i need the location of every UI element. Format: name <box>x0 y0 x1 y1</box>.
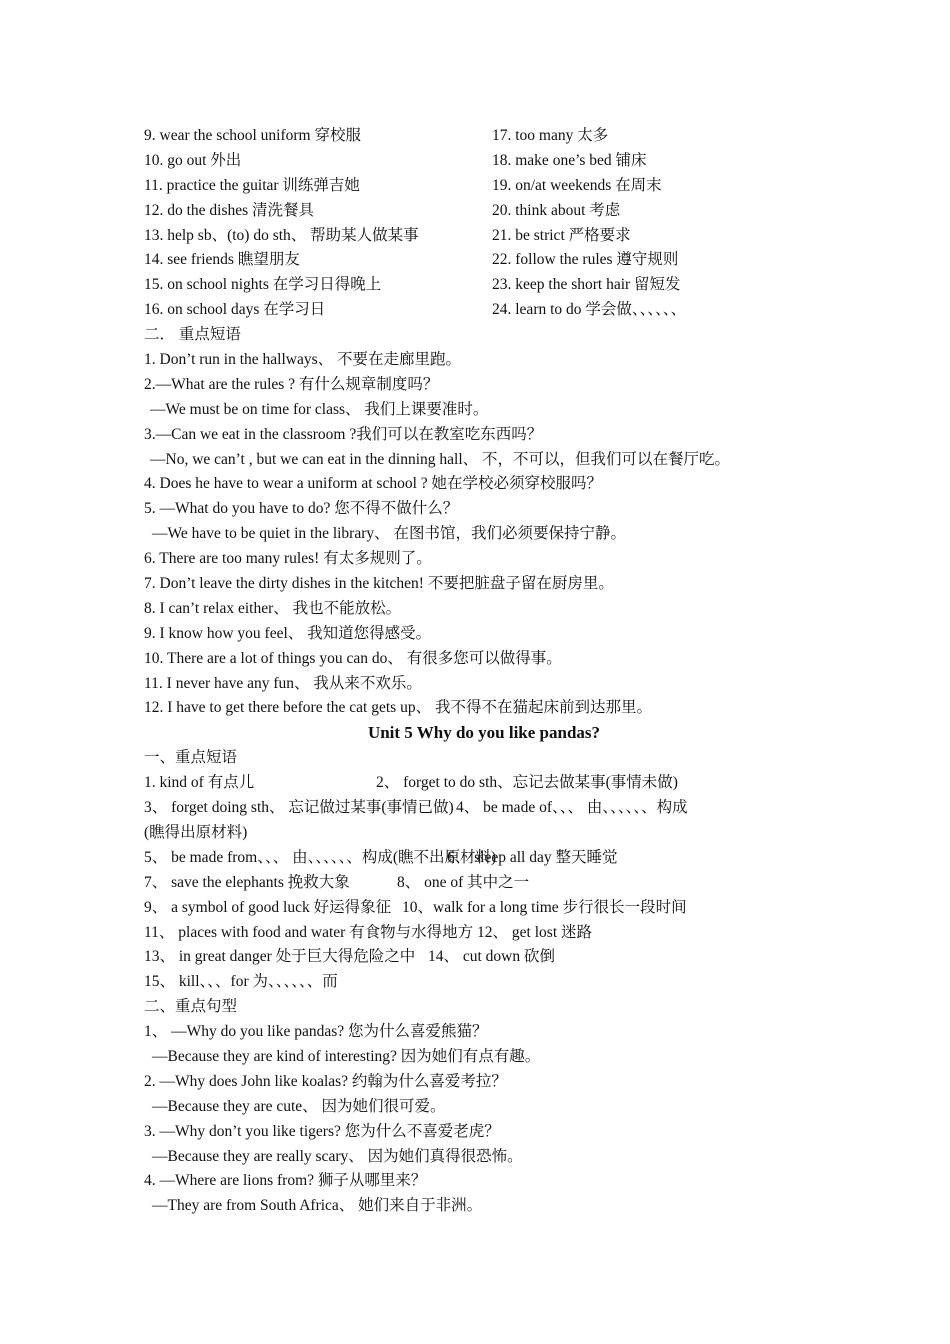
sentence-item: 10. There are a lot of things you can do、 有很多您可以做得事。 <box>144 649 562 667</box>
sentence-item: —No, we can’t , but we can eat in the dinning hall、 不，不可以，但我们可以在餐厅吃。 <box>150 450 731 468</box>
phrase-row <box>144 846 824 871</box>
phrase-column-right <box>492 124 822 323</box>
pattern-item: —Because they are kind of interesting? 因为她们有点有趣。 <box>152 1047 541 1065</box>
phrase-item: 22. follow the rules 遵守规则 <box>492 251 679 269</box>
phrase-item: 7、 save the elephants 挽救大象 <box>144 873 350 891</box>
pattern-item: —Because they are cute、 因为她们很可爱。 <box>152 1097 446 1115</box>
phrase-row <box>144 796 824 821</box>
phrase-item: 20. think about 考虑 <box>492 201 621 219</box>
sentence-item: 12. I have to get there before the cat gets up、 我不得不在猫起床前到达那里。 <box>144 699 652 717</box>
sentence-item: —We must be on time for class、 我们上课要准时。 <box>150 400 489 418</box>
phrase-item: 24. learn to do 学会做、、、、、、 <box>492 301 687 319</box>
phrase-item: 5、 be made from、、、 由、、、、、、构成(瞧不出原材料) <box>144 848 497 866</box>
sentence-item: 3.—Can we eat in the classroom ?我们可以在教室吃东西吗？ <box>144 425 543 443</box>
sentence-item: 11. I never have any fun、 我从来不欢乐。 <box>144 674 422 692</box>
pattern-item: 4. —Where are lions from? 狮子从哪里来？ <box>144 1172 427 1190</box>
phrase-item: 9、 a symbol of good luck 好运得象征 <box>144 898 392 916</box>
phrase-column-left <box>144 124 492 323</box>
phrase-row <box>144 945 824 970</box>
phrase-item: 17. too many 太多 <box>492 127 609 144</box>
section-heading: 一、重点短语 <box>144 749 238 767</box>
section-heading: 二、重点句型 <box>144 998 238 1016</box>
phrase-item: 2、 forget to do sth、忘记去做某事(事情未做) <box>376 774 678 792</box>
document-page <box>144 124 824 1219</box>
phrase-item: 13. help sb、(to) do sth、 帮助某人做某事 <box>144 226 419 244</box>
phrase-row <box>144 771 824 796</box>
phrase-item: 16. on school days 在学习日 <box>144 301 326 319</box>
phrase-item: 19. on/at weekends 在周末 <box>492 176 662 194</box>
phrase-item: 15. on school nights 在学习日得晚上 <box>144 276 382 294</box>
sentence-item: 6. There are too many rules! 有太多规则了。 <box>144 550 432 568</box>
phrase-item: 11. practice the guitar 训练弹吉她 <box>144 176 360 194</box>
sentence-item: 1. Don’t run in the hallways、 不要在走廊里跑。 <box>144 351 462 369</box>
sentence-item: 8. I can’t relax either、 我也不能放松。 <box>144 599 402 617</box>
phrase-item: 10、walk for a long time 步行很长一段时间 <box>402 898 687 916</box>
unit-title: Unit 5 Why do you like pandas? <box>367 723 601 743</box>
phrase-item: 9. wear the school uniform 穿校服 <box>144 127 361 144</box>
phrase-item: 18. make one’s bed 铺床 <box>492 151 647 169</box>
phrase-item: 4、 be made of、、、 由、、、、、、构成 <box>456 799 688 817</box>
pattern-item: 3. —Why don’t you like tigers? 您为什么不喜爱老虎？ <box>144 1122 500 1140</box>
pattern-item: —They are from South Africa、 她们来自于非洲。 <box>152 1197 483 1215</box>
phrase-continuation: (瞧得出原材料) <box>144 823 248 841</box>
phrase-item: 11、 places with food and water 有食物与水得地方 <box>144 923 474 941</box>
phrase-item: 10. go out 外出 <box>144 151 242 169</box>
phrase-item: 1. kind of 有点儿 <box>144 774 255 792</box>
section-heading: 二． 重点短语 <box>144 326 241 344</box>
phrase-row <box>144 921 824 946</box>
sentence-item: 5. —What do you have to do? 您不得不做什么？ <box>144 500 459 518</box>
phrase-item: 14. see friends 瞧望朋友 <box>144 251 300 269</box>
phrase-item: 12、 get lost 迷路 <box>477 923 593 941</box>
phrase-item: 12. do the dishes 清洗餐具 <box>144 201 315 219</box>
phrase-item: 6、 sleep all day 整天睡觉 <box>447 848 618 866</box>
pattern-item: 1、 —Why do you like pandas? 您为什么喜爱熊猫？ <box>144 1023 488 1041</box>
phrase-row <box>144 896 824 921</box>
sentence-list <box>144 348 824 721</box>
phrase-item: 14、 cut down 砍倒 <box>428 948 556 966</box>
phrase-item: 13、 in great danger 处于巨大得危险之中 <box>144 948 416 966</box>
phrase-item: 21. be strict 严格要求 <box>492 226 631 244</box>
sentence-item: 2.—What are the rules ? 有什么规章制度吗？ <box>144 375 439 393</box>
sentence-item: —We have to be quiet in the library、 在图书馆，我们必须要保持宁静。 <box>152 525 627 543</box>
phrase-item: 15、 kill、、、for 为、、、、、、而 <box>144 973 338 991</box>
phrase-item: 8、 one of 其中之一 <box>397 873 530 891</box>
phrase-columns <box>144 124 824 323</box>
phrase-row <box>144 871 824 896</box>
sentence-item: 7. Don’t leave the dirty dishes in the kitchen! 不要把脏盘子留在厨房里。 <box>144 575 614 593</box>
pattern-item: —Because they are really scary、 因为她们真得很恐怖。 <box>152 1147 523 1165</box>
sentence-item: 4. Does he have to wear a uniform at school ? 她在学校必须穿校服吗？ <box>144 475 603 493</box>
phrase-item: 3、 forget doing sth、 忘记做过某事(事情已做) <box>144 799 454 817</box>
phrase-item: 23. keep the short hair 留短发 <box>492 276 681 294</box>
sentence-item: 9. I know how you feel、 我知道您得感受。 <box>144 624 432 642</box>
pattern-list <box>144 1020 824 1219</box>
pattern-item: 2. —Why does John like koalas? 约翰为什么喜爱考拉？ <box>144 1072 507 1090</box>
